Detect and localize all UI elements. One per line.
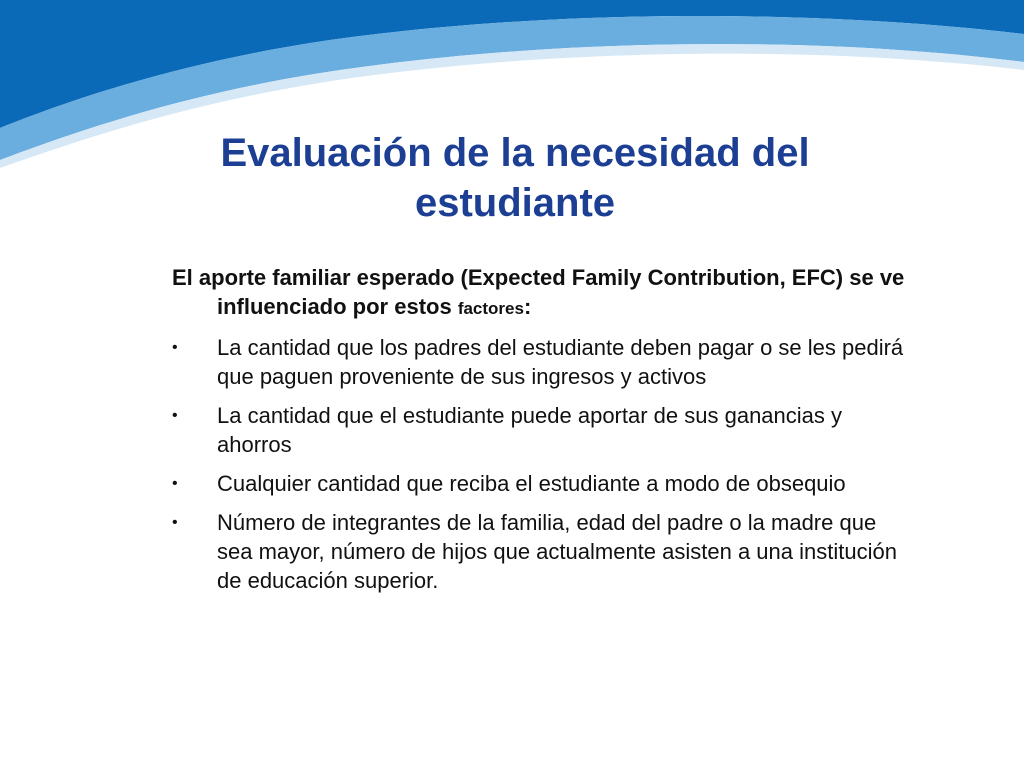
intro-colon: :: [523, 294, 532, 319]
bullet-dot-icon: •: [172, 514, 178, 531]
bullet-dot-icon: •: [172, 407, 178, 424]
list-item: [172, 333, 912, 391]
bullet-dot-icon: •: [172, 475, 178, 492]
slide-title: Evaluación de la necesidad del estudiante: [220, 131, 810, 225]
bullet-text: Número de integrantes de la familia, edad del padre o la madre que sea mayor, número de hijos que actualmente asisten a una institución de educación superior.: [217, 510, 897, 593]
bullet-text: Cualquier cantidad que reciba el estudiante a modo de obsequio: [217, 471, 846, 496]
list-item: [172, 508, 912, 595]
intro-paragraph: [172, 263, 912, 323]
bullet-list: [172, 333, 912, 595]
list-item: [172, 469, 912, 498]
slide-body: [172, 263, 912, 605]
bullet-text: La cantidad que el estudiante puede aportar de sus ganancias y ahorros: [217, 403, 843, 457]
intro-factores: factores: [457, 299, 524, 318]
list-item: [172, 401, 912, 459]
bullet-dot-icon: •: [172, 339, 178, 356]
intro-text: El aporte familiar esperado (Expected Family Contribution, EFC) se ve influenciado por estos: [172, 265, 905, 319]
bullet-text: La cantidad que los padres del estudiante deben pagar o se les pedirá que paguen proveniente de sus ingresos y activos: [217, 335, 904, 389]
